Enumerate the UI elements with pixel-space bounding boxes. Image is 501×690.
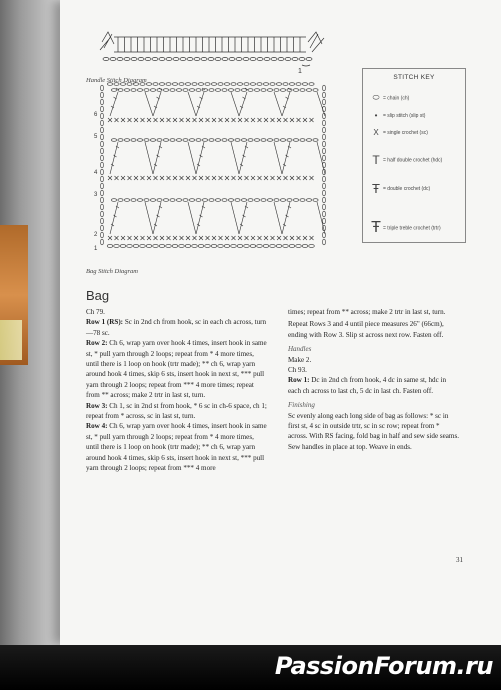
key-half-double-crochet (369, 153, 442, 167)
stitch-key-title: STITCH KEY (393, 74, 435, 81)
repeat-instructions: Repeat Rows 3 and 4 until piece measures 26" (66cm), ending with Row 3. Slip st across next row. Fasten off. (288, 320, 444, 339)
adjacent-page-edge-highlight (0, 320, 22, 360)
key-slip-stitch (369, 111, 425, 120)
stitch-diagrams (80, 28, 350, 263)
bag-stitch-diagram (101, 83, 326, 248)
chain-symbol-icon: ⬭ (372, 93, 380, 102)
handle-stitch-diagram (100, 32, 324, 66)
row-text: Ch 6, wrap yarn over hook 4 times, insert hook in same st, * pull yarn through 2 loops; repeat from * 4 more times, until there is 1 loop on hook (trtr made); ** ch 6, wrap yarn around hook 4 times, skip 6 sts, insert hook in next st, *** pull yarn through 2 loops; repeat from *** 4 more (86, 422, 267, 473)
handles-row1 (288, 375, 460, 396)
half-double-crochet-symbol-icon: T (372, 153, 380, 167)
finishing-heading: Finishing (288, 401, 315, 410)
key-label: = half double crochet (hdc) (383, 157, 443, 164)
row-label: Row 1 (RS): (86, 318, 124, 327)
bag-row-number: 5 (94, 134, 98, 140)
left-text-column (86, 307, 268, 474)
instruction-paragraph (86, 307, 268, 317)
key-label: = slip stitch (slip st) (383, 112, 426, 119)
key-label: = double crochet (dc) (383, 185, 431, 192)
bag-heading: Bag (86, 288, 110, 303)
key-label: = triple treble crochet (trtr) (383, 225, 441, 232)
row-text: Sc in 2nd ch from hook, sc in each ch across, turn—78 sc. (86, 318, 267, 337)
handles-heading: Handles (288, 345, 312, 354)
slip-stitch-symbol-icon: • (374, 111, 378, 120)
key-label: = single crochet (sc) (383, 129, 428, 136)
finishing-text: Sc evenly along each long side of bag as follows: * sc in first st, 4 sc in outside trtr, sc in sc row; repeat from * across. With RS facing, fold bag in half and sew side seams. Sew handles in place at top. Weave in ends. (288, 411, 459, 451)
triple-treble-crochet-symbol-icon: Ŧ (371, 219, 381, 236)
handle-diagram-caption: Handle Stitch Diagram (86, 77, 147, 84)
bag-row-labels (94, 112, 98, 252)
bag-diagram-caption: Bag Stitch Diagram (86, 268, 138, 275)
key-double-crochet (369, 181, 430, 196)
row-label: Row 3: (86, 401, 108, 410)
stitch-key-box (362, 68, 466, 243)
handles-make: Make 2. (288, 355, 312, 364)
right-text-column (288, 307, 460, 452)
key-chain (369, 93, 409, 103)
instruction-paragraph (86, 317, 268, 338)
page-number: 31 (456, 556, 463, 564)
double-crochet-symbol-icon: Ŧ (372, 181, 380, 196)
instruction-paragraph (86, 401, 268, 422)
watermark-text: PassionForum.ru (274, 652, 493, 680)
row-text: Ch 6, wrap yarn over hook 4 times, insert hook in same st, * pull yarn through 2 loops; repeat from * 4 more times, until there is 1 loop on hook (trtr made); ** ch 6, wrap yarn around hook 4 times, skip 6 sts, insert hook in next st, *** pull yarn through 2 loops; repeat from *** 4 more times; repeat from ** across; make 2 trtr in last st, turn. (86, 339, 267, 400)
key-single-crochet (369, 128, 428, 137)
handle-row-label: 1 (298, 68, 302, 75)
bag-row-number: 6 (94, 112, 98, 118)
row-text: Ch 1, sc in 2nd st from hook, * 6 sc in ch-6 space, ch 1; repeat from * across, sc in last st, turn. (86, 401, 267, 421)
instruction-paragraph (86, 338, 268, 400)
row-label: Row 4: (86, 422, 108, 431)
key-triple-treble-crochet (369, 219, 441, 237)
handles-row1-text: Dc in 2nd ch from hook, 4 dc in same st, hdc in each ch across to last ch, 5 dc in last ch. Fasten off. (288, 376, 447, 395)
bag-row-number: 3 (94, 192, 98, 198)
single-crochet-symbol-icon: X (373, 128, 379, 137)
bag-row-number: 1 (94, 246, 98, 252)
handles-chain: Ch 93. (288, 366, 307, 375)
bag-row-number: 4 (94, 170, 98, 176)
handles-row1-label: Row 1: (288, 376, 310, 385)
row-label: Row 2: (86, 339, 108, 348)
row4-continued: times; repeat from ** across; make 2 trtr in last st, turn. (288, 308, 446, 316)
bag-row-number: 2 (94, 232, 98, 238)
instruction-paragraph (86, 421, 268, 473)
row-text: Ch 79. (86, 308, 105, 316)
key-label: = chain (ch) (383, 95, 410, 102)
